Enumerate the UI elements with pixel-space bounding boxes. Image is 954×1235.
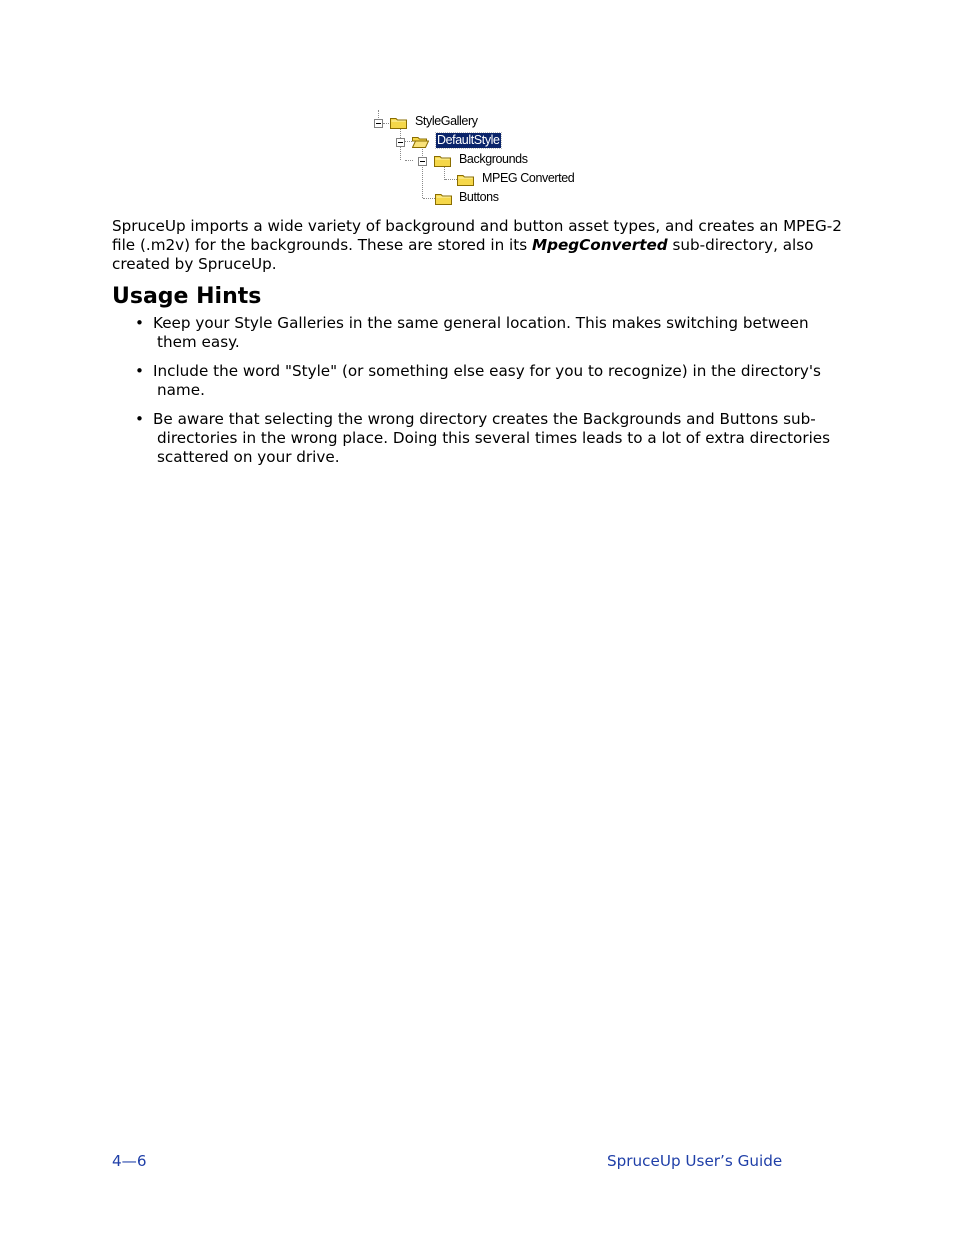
bullet-glyph: •	[135, 410, 144, 428]
list-item-text: Include the word "Style" (or something else easy for you to recognize) in the directory's name.	[153, 362, 821, 399]
collapse-toggle-backgrounds[interactable]	[418, 157, 427, 166]
intro-text-after: sub-directory, also created by SpruceUp.	[112, 236, 814, 273]
intro-text-before: SpruceUp imports a wide variety of background and button asset types, and creates an MPEG-2 file (.m2v) for the backgrounds. These are stored in its	[112, 217, 842, 254]
tree-label-defaultstyle[interactable]: DefaultStyle	[437, 133, 500, 147]
folder-closed-icon	[457, 173, 474, 186]
collapse-toggle-stylegallery[interactable]	[374, 119, 383, 128]
usage-hints-list	[133, 314, 853, 477]
list-item-text: Keep your Style Galleries in the same general location. This makes switching between them easy.	[153, 314, 809, 351]
tree-connector	[405, 160, 413, 161]
bullet-glyph: •	[135, 314, 144, 332]
list-item-text: Be aware that selecting the wrong directory creates the Backgrounds and Buttons sub-directories in the wrong place. Doing this several times leads to a lot of extra directories scattered on your drive.	[153, 410, 831, 466]
tree-connector	[423, 198, 435, 199]
tree-connector	[445, 179, 457, 180]
guide-title: SpruceUp User’s Guide	[607, 1152, 783, 1170]
intro-paragraph	[112, 217, 842, 274]
section-heading: Usage Hints	[112, 284, 262, 309]
tree-connector	[444, 166, 445, 180]
list-item	[133, 314, 853, 352]
folder-closed-icon	[434, 154, 451, 167]
tree-connector	[378, 110, 379, 118]
page-number: 4—6	[112, 1152, 147, 1170]
tree-label-backgrounds[interactable]: Backgrounds	[459, 152, 528, 166]
tree-label-mpeg-converted[interactable]: MPEG Converted	[482, 171, 575, 185]
tree-connector	[383, 123, 389, 124]
intro-emphasis: MpegConverted	[531, 236, 668, 254]
folder-closed-icon	[435, 192, 452, 205]
tree-connector	[400, 146, 401, 160]
list-item	[133, 410, 853, 467]
folder-closed-icon	[390, 116, 407, 129]
tree-connector	[422, 146, 423, 198]
bullet-glyph: •	[135, 362, 144, 380]
folder-open-icon	[412, 135, 429, 148]
tree-label-buttons[interactable]: Buttons	[459, 190, 499, 204]
folder-tree-figure	[370, 110, 610, 210]
collapse-toggle-defaultstyle[interactable]	[396, 138, 405, 147]
tree-label-stylegallery[interactable]: StyleGallery	[415, 114, 478, 128]
tree-connector	[404, 141, 412, 142]
list-item	[133, 362, 853, 400]
